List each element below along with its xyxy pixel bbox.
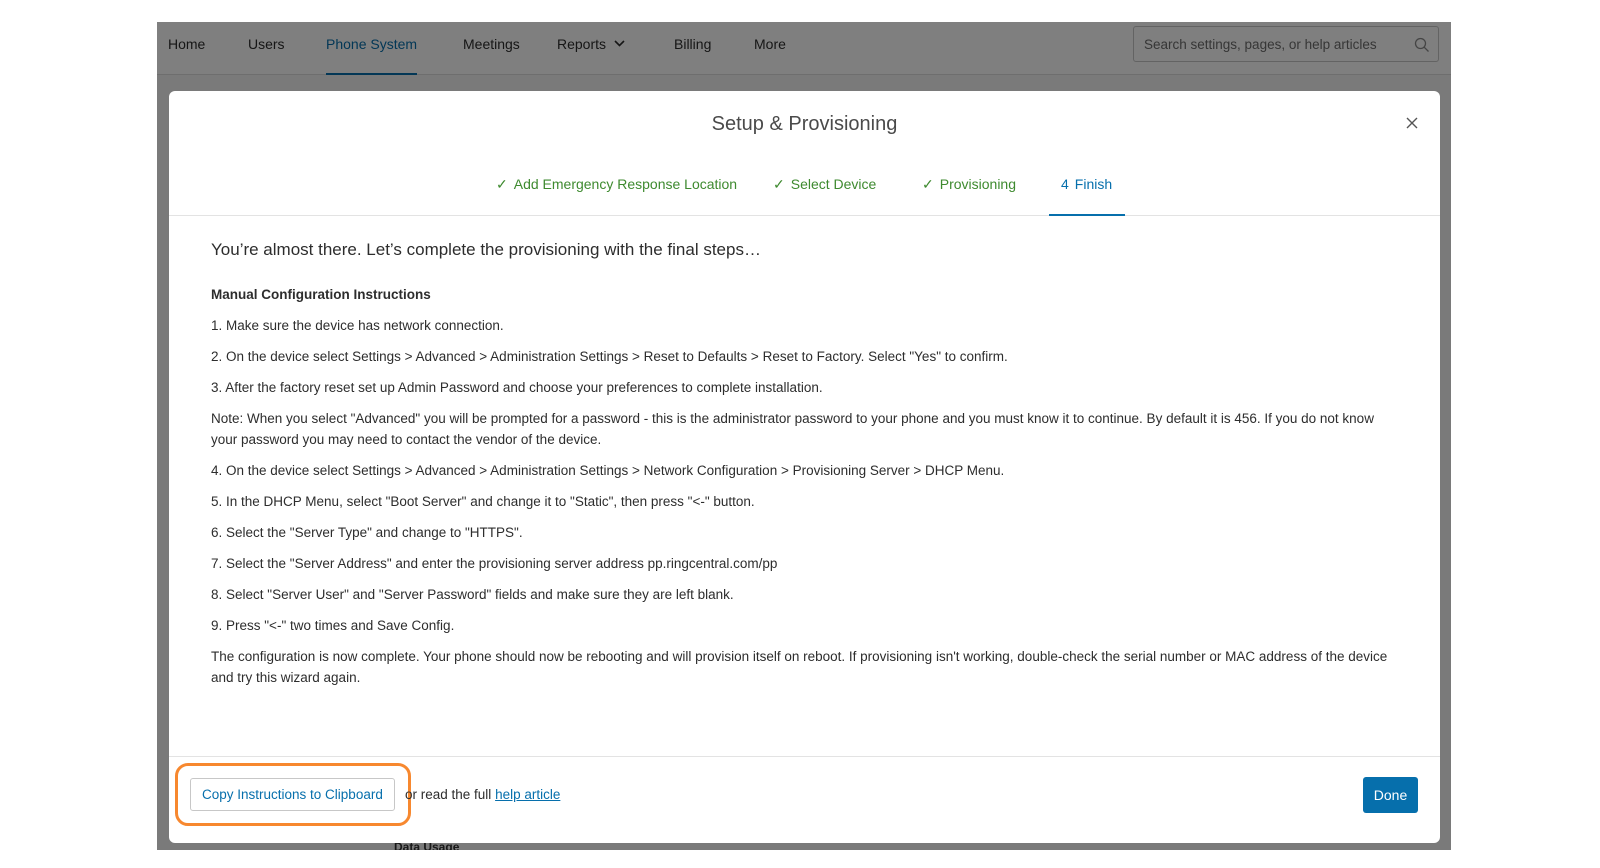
help-text xyxy=(405,778,560,811)
setup-provisioning-modal xyxy=(169,91,1440,843)
step-label: Add Emergency Response Location xyxy=(513,176,738,192)
instruction-step-9: 9. Press "<-" two times and Save Config. xyxy=(211,618,455,633)
checkmark-icon: ✓ xyxy=(773,176,785,192)
section-title: Manual Configuration Instructions xyxy=(211,287,431,302)
instruction-step-4: 4. On the device select Settings > Advanced > Administration Settings > Network Configuration > Provisioning Server > DHCP Menu. xyxy=(211,463,1005,478)
instruction-note: Note: When you select "Advanced" you will be prompted for a password - this is the administrator password to your phone and you must know it to continue. By default it is 456. If you do not know your password you may need to contact the vendor of the device. xyxy=(211,411,1374,447)
instruction-complete: The configuration is now complete. Your phone should now be rebooting and will provision itself on reboot. If provisioning isn't working, double-check the serial number or MAC address of the device and try this wizard again. xyxy=(211,649,1388,685)
instruction-step-5: 5. In the DHCP Menu, select "Boot Server" and change it to "Static", then press "<-" button. xyxy=(211,494,755,509)
wizard-steps xyxy=(169,165,1440,216)
modal-title: Setup & Provisioning xyxy=(711,113,898,135)
instruction-step-6: 6. Select the "Server Type" and change to "HTTPS". xyxy=(211,525,523,540)
done-button[interactable]: Done xyxy=(1363,777,1418,813)
step-add-emergency-response-location[interactable] xyxy=(496,165,737,216)
step-finish[interactable] xyxy=(1061,165,1112,216)
modal-footer xyxy=(169,756,1440,843)
step-number: 4 xyxy=(1061,176,1069,192)
checkmark-icon: ✓ xyxy=(922,176,934,192)
instruction-step-2: 2. On the device select Settings > Advanced > Administration Settings > Reset to Defaults > Reset to Factory. Select "Yes" to confirm. xyxy=(211,349,1008,364)
step-label: Provisioning xyxy=(939,176,1016,192)
help-text-prefix: or read the full xyxy=(405,787,492,802)
lead-text: You’re almost there. Let’s complete the provisioning with the final steps… xyxy=(211,240,761,259)
step-label: Select Device xyxy=(790,176,877,192)
close-icon[interactable] xyxy=(1404,115,1420,131)
instruction-step-1: 1. Make sure the device has network connection. xyxy=(211,318,504,333)
instruction-step-7: 7. Select the "Server Address" and enter the provisioning server address pp.ringcentral.com/pp xyxy=(211,556,778,571)
help-article-link[interactable]: help article xyxy=(495,787,561,802)
checkmark-icon: ✓ xyxy=(496,176,508,192)
instruction-step-8: 8. Select "Server User" and "Server Password" fields and make sure they are left blank. xyxy=(211,587,734,602)
app-frame xyxy=(157,22,1451,850)
modal-body xyxy=(211,240,1401,698)
copy-instructions-button[interactable]: Copy Instructions to Clipboard xyxy=(190,778,395,811)
step-select-device[interactable] xyxy=(773,165,876,216)
step-provisioning[interactable] xyxy=(922,165,1016,216)
instruction-step-3: 3. After the factory reset set up Admin Password and choose your preferences to complete installation. xyxy=(211,380,823,395)
step-label: Finish xyxy=(1074,176,1113,192)
